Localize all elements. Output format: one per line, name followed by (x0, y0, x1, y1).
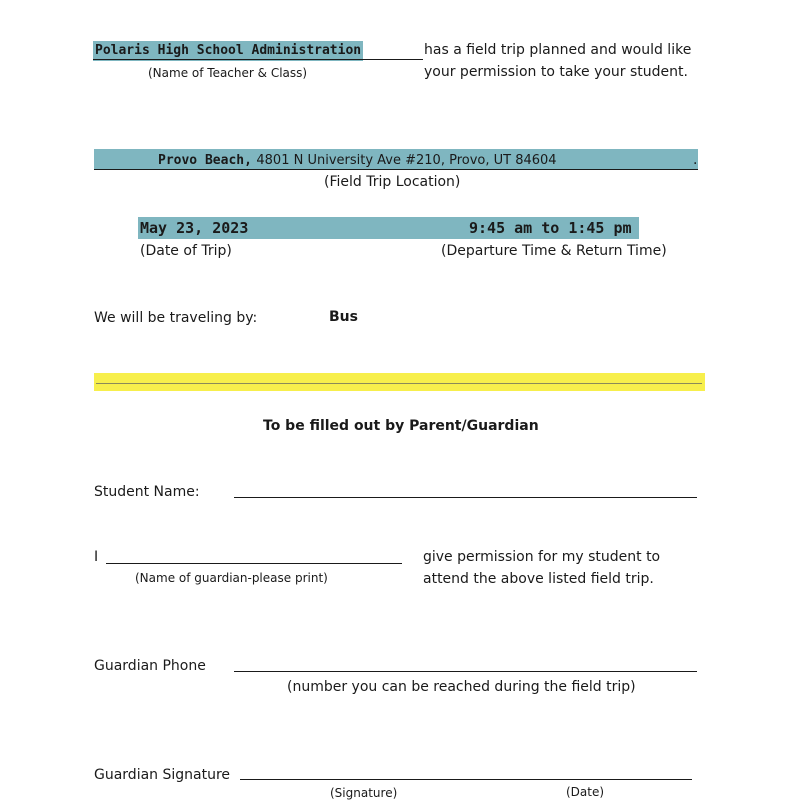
student-name-line[interactable] (234, 497, 697, 498)
intro-text-line1: has a field trip planned and would like (424, 42, 692, 58)
teacher-class-caption: (Name of Teacher & Class) (148, 66, 308, 80)
travel-label: We will be traveling by: (94, 310, 258, 326)
permission-line1: give permission for my student to (423, 549, 661, 565)
student-name-label: Student Name: (94, 484, 200, 500)
location-address: 4801 N University Ave #210, Provo, UT 84604 (256, 153, 557, 168)
guardian-phone-line[interactable] (234, 671, 697, 672)
teacher-class-value: Polaris High School Administration (93, 41, 363, 61)
guardian-section-heading: To be filled out by Parent/Guardian (263, 418, 539, 434)
teacher-class-line (93, 59, 423, 60)
trip-date-value: May 23, 2023 (140, 219, 249, 237)
trip-time-caption: (Departure Time & Return Time) (441, 243, 667, 259)
guardian-phone-caption: (number you can be reached during the field trip) (287, 679, 636, 695)
signature-caption: (Signature) (330, 786, 398, 800)
guardian-name-caption: (Name of guardian-please print) (135, 571, 328, 585)
intro-text-line2: your permission to take your student. (424, 64, 688, 80)
i-label: I (94, 549, 99, 565)
trip-time-value: 9:45 am to 1:45 pm (469, 219, 632, 237)
permission-line2: attend the above listed field trip. (423, 571, 654, 587)
guardian-signature-line[interactable] (240, 779, 692, 780)
location-name: Provo Beach, (158, 153, 252, 168)
guardian-phone-label: Guardian Phone (94, 658, 206, 674)
guardian-name-line[interactable] (106, 563, 402, 564)
yellow-divider-line (96, 383, 702, 384)
guardian-signature-label: Guardian Signature (94, 767, 231, 783)
location-value (158, 150, 557, 171)
date-caption: (Date) (566, 785, 605, 799)
location-trailing: . (693, 152, 698, 168)
location-caption: (Field Trip Location) (324, 174, 461, 190)
travel-value: Bus (329, 309, 358, 325)
trip-date-caption: (Date of Trip) (140, 243, 232, 259)
yellow-divider (94, 373, 705, 391)
